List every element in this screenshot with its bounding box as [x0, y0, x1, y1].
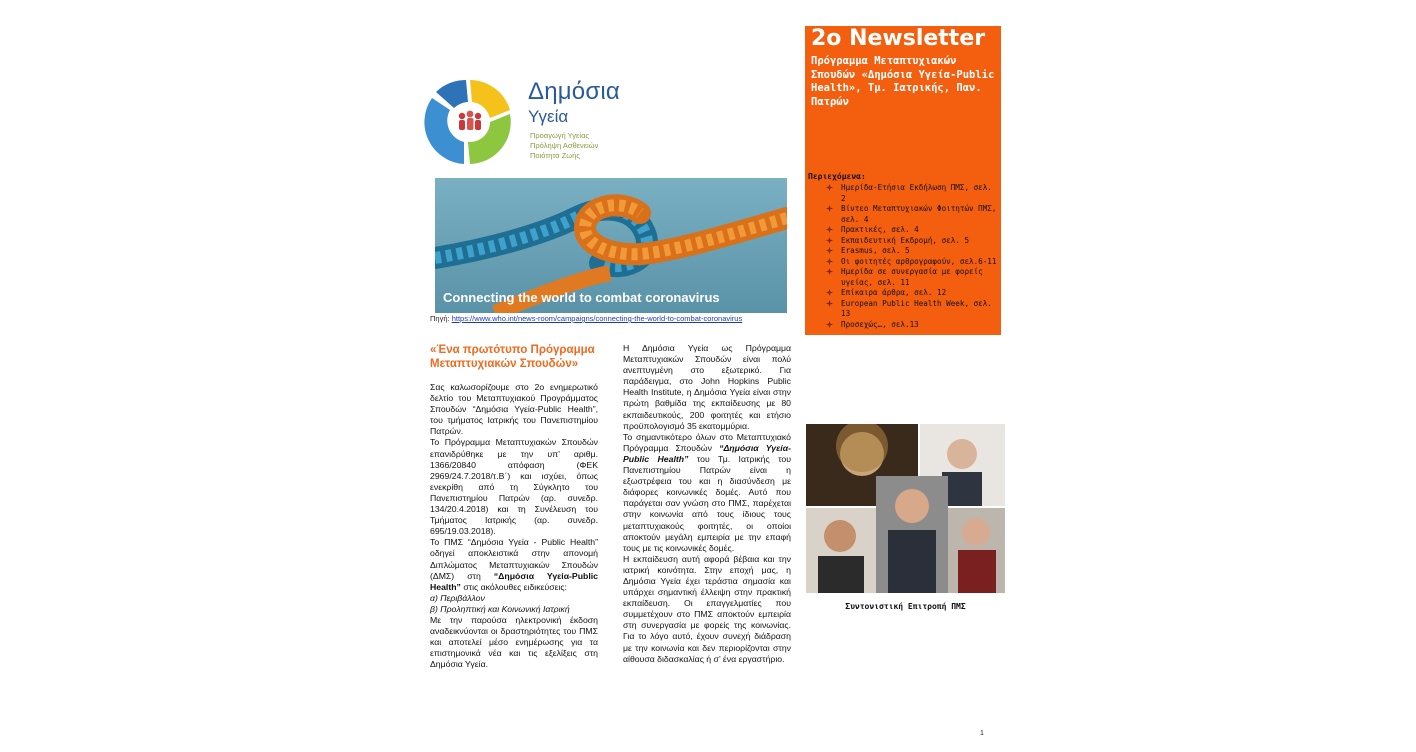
bullet-icon [826, 321, 833, 328]
toc-item-label: European Public Health Week, σελ. 13 [841, 298, 992, 318]
toc-item [811, 204, 999, 225]
paragraph [623, 432, 791, 554]
paragraph: Η εκπαίδευση αυτή αφορά βέβαια και την ιατρική κοινότητα. Στην εποχή μας, η Δημόσια Υγεία έχει τεράστια σημασία και υπάρχει σημαντική έλλειψη στην πρακτική εκπαίδευση. Οι επαγγελματίες που συμμετέχουν στο ΠΜΣ αποκτούν εμπειρία στη συνεργασία με φορείς της κοινωνίας. Για το λόγο αυτό, έχουν συνεχή διάδραση με την κοινωνία και δεν περιορίζονται στην αίθουσα διδασκαλίας ή σ’ ένα εργαστήριο. [623, 553, 791, 664]
newsletter-title: 2o Newsletter [811, 26, 986, 51]
paragraph: Σας καλωσορίζουμε στο 2ο ενημερωτικό δελτίο του Μεταπτυχιακού Προγράμματος Σπουδών “Δημόσια Υγεία-Public Health”, του τμήματος Ιατρικής του Πανεπιστημίου Πατρών. [430, 382, 598, 437]
paragraph: Με την παρούσα ηλεκτρονική έκδοση αναδεικνύονται οι δραστηριότητες του ΠΜΣ και αποτελεί μέσο ενημέρωσης για τα επιστημονικά νέα και τις εξελίξεις στη Δημόσια Υγεία. [430, 614, 598, 670]
toc-item-label: Οι φοιτητές αρθρογραφούν, σελ.6-11 [841, 256, 997, 266]
article-column-1 [430, 382, 598, 670]
toc-item [811, 225, 999, 236]
bullet-icon [826, 258, 833, 265]
toc-item [811, 236, 999, 247]
logo-title: Δημόσια [528, 78, 620, 105]
logo-subtitle: Υγεία [528, 107, 569, 126]
specialization-b: β) Προληπτική και Κοινωνική Ιατρική [430, 603, 570, 614]
toc-item [811, 299, 999, 320]
toc-item [811, 183, 999, 204]
paragraph: Η Δημόσια Υγεία ως Πρόγραμμα Μεταπτυχιακών Σπουδών είναι πολύ ανεπτυγμένη στο εξωτερικό. Για παράδειγμα, στο John Hopkins Public Health Institute, η Δημόσια Υγεία είναι στην πρώτη βαθμίδα της εκπαίδευσης με 80 εκπαιδευτικούς, 200 φοιτητές και ετήσιο προϋπολογισμό 35 εκατομμύρια. [623, 343, 791, 431]
banner-caption: Connecting the world to combat coronavirus [443, 290, 720, 305]
bullet-icon [826, 205, 833, 212]
image-source [430, 314, 742, 323]
logo-tagline-line: Ποιότητα Ζωής [530, 151, 580, 160]
committee-photo-collage [806, 424, 1005, 593]
article-column-2 [623, 343, 791, 665]
toc-item-label: Βίντεο Μεταπτυχιακών Φοιτητών ΠΜΣ, σελ. 4 [841, 204, 997, 224]
logo-emblem-icon [424, 76, 528, 168]
toc-item [811, 320, 999, 331]
paragraph: Το Πρόγραμμα Μεταπτυχιακών Σπουδών επανιδρύθηκε με την υπ’ αριθμ. 1366/20840 απόφαση (ΦΕΚ 2969/24.7.2018/τ.Β΄) και ισχύει, όπως ενεκρίθη από τη Σύγκλητο του Πανεπιστημίου Πατρών (αρ. συνεδρ. 134/20.4.2018) και τη Συνέλευση του Τμήματος Ιατρικής (αρ. συνεδρ. 695/19.03.2018). [430, 437, 598, 537]
specialization-a: α) Περιβάλλον [430, 592, 485, 603]
toc-item [811, 288, 999, 299]
bullet-icon [826, 247, 833, 254]
text-span: στις ακόλουθες ειδικεύσεις: [460, 581, 567, 592]
bold-span: “Δημόσια Υγεία-Public Health” [623, 442, 791, 464]
bold-span: “Δημόσια Υγεία-Public Health” [430, 570, 598, 592]
page-number: 1 [980, 730, 984, 737]
source-link[interactable]: https://www.who.int/news-room/campaigns/connecting-the-world-to-combat-coronavirus [451, 314, 743, 323]
newsletter-info-box [805, 26, 1001, 335]
toc-item-label: Ημερίδα-Ετήσια Εκδήλωση ΠΜΣ, σελ. 2 [841, 183, 992, 203]
contents-heading: Περιεχόμενα: [808, 172, 866, 181]
banner-image [435, 178, 787, 313]
toc-item-label: Πρακτικές, σελ. 4 [841, 225, 919, 234]
newsletter-subtitle: Πρόγραμμα Μεταπτυχιακών Σπουδών «Δημόσια Υγεία-Public Health», Τμ. Ιατρικής, Παν. Πατρών [811, 55, 995, 108]
text-span: του Τμ. Ιατρικής του Πανεπιστημίου Πατρών είναι η εξωστρέφεια του και η διασύνδεση με διάφορες κοινωνικές δομές. Αυτό που παράγεται σαν γνώση στο ΠΜΣ, παρέχεται στην κοινωνία από τους ίδιους τους μεταπτυχιακούς φοιτητές, οι οποίοι αποκτούν μεγάλη εμπειρία με την επαφή τους με τις κοινωνικές δομές. [623, 453, 791, 553]
text-span: Το σημαντικότερο όλων στο Μεταπτυχιακό Πρόγραμμα Σπουδών [623, 431, 791, 453]
toc-item-label: Επίκαιρα άρθρα, σελ. 12 [841, 288, 947, 297]
bullet-icon [826, 184, 833, 191]
article-title: «Ένα πρωτότυπο Πρόγραμμα Μεταπτυχιακών Σπουδών» [430, 344, 595, 370]
toc-item-label: Προσεχώς…, σελ.13 [841, 319, 919, 329]
logo-tagline-line: Πρόληψη Ασθενειών [530, 141, 599, 150]
bullet-icon [826, 268, 833, 275]
committee-photos [806, 424, 1005, 593]
toc-item-label: Erasmus, σελ. 5 [841, 246, 910, 255]
table-of-contents [811, 183, 999, 330]
logo-tagline [530, 131, 598, 161]
paragraph [430, 537, 598, 592]
photo-caption: Συντονιστική Επιτροπή ΠΜΣ [845, 602, 966, 611]
bullet-icon [826, 226, 833, 233]
toc-item [811, 257, 999, 268]
toc-item-label: Εκπαιδευτική Εκδρομή, σελ. 5 [841, 235, 970, 245]
logo-tagline-line: Προαγωγή Υγείας [530, 131, 590, 140]
toc-item-label: Ημερίδα σε συνεργασία με φορείς υγείας, σελ. 11 [841, 267, 983, 287]
text-span: Το ΠΜΣ “Δημόσια Υγεία - Public Health” οδηγεί αποκλειστικά στην απονομή Διπλώματος Μεταπτυχιακών Σπουδών (ΔΜΣ) στη [430, 537, 598, 581]
bullet-icon [826, 237, 833, 244]
toc-item [811, 267, 999, 288]
toc-item [811, 246, 999, 257]
source-label: Πηγή: [430, 314, 450, 323]
bullet-icon [826, 300, 833, 307]
bullet-icon [826, 289, 833, 296]
